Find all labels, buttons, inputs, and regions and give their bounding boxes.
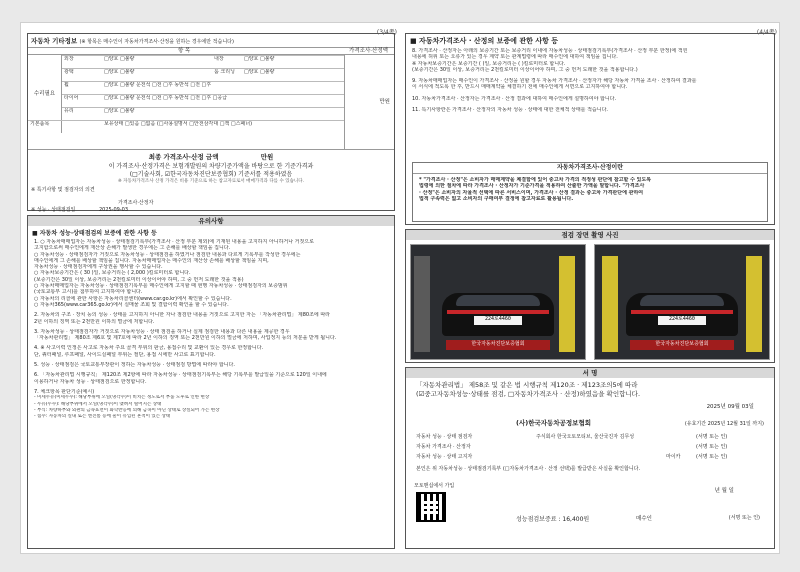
page-4 (401, 23, 781, 553)
guarantee-line: 내용에 허위 또는 오류가 있는 경우 계약 또는 관계법령에 따라 매수인에 대하여 책임을 집니다. (412, 54, 618, 61)
section-title: 자동차 기타정보 (31, 37, 78, 45)
definition-line: 법령에 의한 절차에 따라 가격조사 · 산정자가 기준가격을 적용하여 산출한 가액을 말합니다. "가격조사 (419, 183, 645, 190)
banner-sign: 한국자동차진단보증협회 (446, 340, 550, 350)
caution-line: 이용하거나 자동차 성능 · 상태점검으로 한정합니다. (34, 378, 147, 385)
page-number: (3/4쪽) (376, 29, 397, 36)
validity: (유효기간 2025년 12월 31일 까지) (684, 421, 764, 427)
caution-line: 5. 성능 · 상태점검은 국토교통부장관이 정하는 자동차성능 · 상태점검 방법에 따라야 합니다. (34, 362, 235, 369)
notifier-row: 자동차 성능 · 상태 고지자 마이카 (서명 또는 인) (416, 454, 728, 460)
caution-line: ○ 자동차365(www.car365.go.kr)에서 실매물 조회 및 결함이력 확인을 할 수 있습니다. (34, 301, 229, 308)
info-row: 유리 □양호 □불량 (62, 107, 344, 115)
definition-line: * "가격조사 · 산정"은 소비자가 매매계약을 체결함에 있어 중고차 가격의 적정성 판단에 참고할 수 있도록 (419, 177, 652, 183)
caution-line: - 침수: 자동차의 실내 또는 엔진룸 등에 물이 유입된 흔적이 있는 상태 (34, 414, 171, 420)
caution-line: ○ 자동차매매업자는 자동차성능 · 상태점검기록부를 매수인에게 고지할 때 현행 자동차성능 · 상태점검자의 보증범위 (34, 283, 288, 290)
final-price-label: 최종 가격조사·산정 금액 (148, 153, 219, 161)
caution-line: 자동차성능 · 상태점검자에게 구상권을 행사할 수 있습니다. (34, 264, 163, 271)
license-plate: 224로4460 (658, 316, 707, 325)
buyer-label: 매수인 (636, 516, 652, 522)
caution-line: - 미세누유(미세누수): 해당부위에 오일(냉각수)이 비치는 정도로서 부품 노후로 인한 현상 (34, 395, 210, 401)
signature-title: 서 명 (406, 368, 774, 378)
vehicle-other-info-box (27, 33, 395, 211)
caution-line: - 누유(누수): 해당부위에서 오일(냉각수)이 맺혀서 떨어지는 상태 (34, 401, 162, 407)
photo-title: 점검 장면 촬영 사진 (406, 230, 774, 240)
inspection-date: 2025-09-03 (98, 207, 129, 213)
caution-line: 6. 「자동차관리법 시행규칙」 제120조 제2항에 따라 자동차성능 · 상태점검기록부는 해당 기록부를 발급일을 기준으로 120일 이내에 (34, 372, 327, 379)
caution-line: 7. 체크항목 판단기준(예시) (34, 388, 95, 395)
receipt-line: 본인은 위 자동차성능 · 상태점검기록부 (□자동차가격조사 · 산정 선택)를 발급받은 사실을 확인합니다. (416, 466, 641, 472)
banner-sign: 한국자동차진단보증협회 (630, 340, 734, 350)
law-line-1: 「자동차관리법」 제58조 및 같은 법 시행규칙 제120조 · 제123조의5에 따라 (416, 381, 638, 389)
law-line-2: (☑중고자동차성능·상태를 점검, □자동차가격조사 · 산정)하였음을 확인합니다. (416, 390, 641, 398)
caution-line: ○ 자동차보증기간은 ( 30 )일, 보증거리는 ( 2,000 )킬로미터로 합니다. (34, 270, 191, 277)
basis-line-1: 이 가격조사·산정가격은 보험개발원의 차량기준가액을 바탕으로 한 기준가격과 (108, 163, 314, 170)
caution-line: (국토교통부 고시)를 첨부하여 고지하여야 합니다. (34, 289, 143, 296)
column-item: 항 목 (178, 48, 191, 54)
guarantee-line: ※ 자동차보증기간은 보증기간 ( )일, 보증거리는 ( )킬로미터로 합니다. (412, 60, 566, 67)
caution-line: 3. 자동차성능 · 상태점검자가 거짓으로 자동차성능 · 상태 점검을 하거나 실제 점검한 내용과 다른 내용을 제공한 경우 (34, 328, 290, 335)
receipt-date: 년 월 일 (714, 488, 734, 494)
caution-line: 2. 자동차의 구조 · 장치 등의 성능 · 상태를 고지하지 아니한 자나 점검한 내용을 거짓으로 고지한 자는 「자동차관리법」 제80조에 따라 (34, 312, 331, 319)
info-row: 타이어 □양호 □불량 운전석 □전 □후 동반석 □전 □후 □응급 (62, 94, 344, 102)
document-sheet (20, 22, 780, 554)
caution-line: ○ 자동차의 리콜에 관한 사항은 자동차리콜센터(www.car.go.kr)에서 확인할 수 있습니다. (34, 295, 232, 302)
association-name: (사)한국자동차공정보협회 (516, 419, 592, 427)
caution-line: (보증기간은 30일 이상, 보증거리는 2천킬로미터 이상이어야 하며, 그 중 먼저 도래한 것을 적용) (34, 276, 244, 283)
caution-subtitle: ■ 자동차 성능·상태점검의 보증에 관한 사항 등 (32, 230, 157, 237)
info-row: 외장 □양호 □불량 내장 □양호 □불량 (62, 55, 344, 63)
info-row: 기본품목 보유상태 □있음 □없음 (□사용설명서 □안전삼각대 □잭 □스패너) (28, 120, 344, 128)
info-row: 휠 □양호 □불량 운전석 □전 □후 동반석 □전 □후 (62, 81, 344, 89)
guarantee-fee: 성능점검보증료 : 16,400원 (516, 516, 590, 523)
guarantee-line: 9. 자동차매매업자는 매수인이 가격조사 · 산정을 원할 경우 자동차 가격조사 · 산정자가 해당 자동차 가격을 조사 · 산정하여 결과를 (412, 78, 697, 85)
caution-title: 유의사항 (28, 216, 394, 226)
car-image (442, 293, 553, 336)
price-assessor-row: 자동차 가격조사 · 산정자 (서명 또는 인) (416, 444, 728, 450)
info-row: 광택 □양호 □불량 룸 크리닝 □양호 □불량 (62, 68, 344, 76)
caution-line: 매수인에게 그 손해를 배상할 책임을 집니다. 자동차매매업자는 매수인의 재산상 손해를 배상할 책임을 지며, (34, 257, 269, 264)
inspection-date-row: ※ 성능 · 상태점검일 2025-09-03 (31, 207, 129, 213)
section-title: ■ 자동차가격조사 · 산정의 보증에 관한 사항 등 (410, 37, 559, 45)
photo-box (405, 229, 775, 363)
caution-line: 「자동차관리법」 제80조 제6호 및 제7호에 따라 2년 이하의 징역 또는 2천만원 이하의 벌금에 처하며, 사업정지 등의 처분을 받게 됩니다. (34, 335, 337, 342)
inspector-label: 가격조사·산정자 (118, 200, 154, 206)
inspection-photo-right (594, 244, 770, 360)
caution-line: 2년 이하의 징역 또는 2천만원 이하의 벌금에 처합니다. (34, 318, 155, 325)
signature-box (405, 367, 775, 549)
caution-line: ○ 자동차성능 · 상태점검자가 거짓으로 자동차성능 · 상태점검을 하였거나 점검한 내용과 다르게 기록부를 작성한 경우에는 (34, 251, 301, 258)
basis-note: ※ 자동차가격조사 산정 가격은 비용 기준으로 하는 참고자료로서 매매가격과 다를 수 있습니다. (117, 179, 305, 184)
final-price-unit: 만원 (260, 153, 274, 161)
guarantee-line: 이 서식에 적도록 한 후, 반드시 매매계약을 체결하기 전에 매수인에게 서면으로 고지하여야 합니다. (412, 84, 628, 91)
inspection-photo-left (410, 244, 586, 360)
definition-box (412, 162, 768, 222)
license-plate: 224로4460 (474, 316, 523, 325)
buyer-sign: (서명 또는 인) (728, 515, 760, 521)
price-guarantee-box (405, 33, 775, 225)
repair-group-label: 수리필요 (28, 55, 62, 133)
caution-line: - 부식: 차량하부와 외판의 금속표면이 화학반응에 의해 금속이 아닌 상태로 상실되어 가는 현상 (34, 407, 220, 413)
definition-line: 법적 구속력은 없고 소비자의 구매여부 결정에 참고자료로 활용됩니다. (419, 195, 574, 202)
caution-box (27, 215, 395, 549)
page-number: (4/4쪽) (756, 29, 777, 36)
caution-list (28, 239, 394, 420)
special-remarks-label: ※ 특기사항 및 점검자의 의견 (31, 187, 95, 193)
guarantee-line: 11. 특기사항란은 가격조사 · 산정자의 자동차 성능 · 상태에 대한 전체적 상태를 적습니다. (412, 107, 609, 114)
guarantee-line: (보증기간은 30일 이상, 보증거리는 2천킬로미터 이상이어야 하며, 그 중 먼저 도래한 것을 적용합니다.) (412, 66, 638, 73)
caution-line: 4. ※ 사고이력 인정은 사고로 자동차 주요 골격 부위의 판금, 용접수리 및 교환이 있는 경우로 한정합니다. (34, 345, 264, 352)
car-image (626, 293, 737, 336)
guarantee-line: 8. 가격조사 · 산정자는 아래의 보증기간 또는 보증거리 이내에 자동차성능 · 상태점검기록부(가격조사 · 산정 부분 한정)에 적힌 (412, 48, 688, 54)
price-unit: 만원 (344, 55, 394, 149)
page-3 (21, 23, 401, 553)
column-price: 가격조사·산정액 (349, 48, 388, 54)
basis-line-2: (□기술사회, ☑한국자동차진단보증협회) 기준서를 적용하였음 (129, 170, 293, 178)
definition-line: · 산정"은 소비자의 자율적 선택에 따른 서비스이며, 가격조사 · 산정 결과는 중고차 가격판단에 관하여 (419, 189, 644, 196)
qr-label: 모토맨십에서 가입 (414, 483, 455, 489)
caution-line: 1. ○ 자동차매매업자는 자동차성능 · 상태점검기록부(가격조사 · 산정 부분 제외)에 기재된 내용을 고지하지 아니하거나 거짓으로 (34, 239, 314, 245)
inspector-row: 자동차 성능 · 상태 점검자 주식회사 한국오토모티브, 울산국진자 김무성 (서명 또는 인) (416, 434, 728, 440)
qr-code-icon[interactable] (416, 492, 446, 522)
sign-date: 2025년 09월 03일 (706, 404, 754, 410)
section-note: (※ 항목은 매수인이 자동차가격조사·산정을 원하는 경우에만 적습니다) (79, 39, 234, 45)
definition-title: 자동차가격조사·산정이란 (413, 163, 767, 174)
caution-line: 단, 쿼터패널, 루프패널, 사이드실패널 부위는 절단, 용접 시에만 사고로 표기합니다. (34, 351, 216, 358)
guarantee-list (406, 48, 774, 113)
guarantee-line: 10. 자동차가격조사 · 산정자는 가격조사 · 산정 결과에 대하여 매수인에게 설명하여야 합니다. (412, 95, 617, 102)
caution-line: 고지함으로써 매수인에게 재산상 손해가 발생한 경우에는 그 손해를 배상할 책임을 집니다. (34, 245, 231, 252)
